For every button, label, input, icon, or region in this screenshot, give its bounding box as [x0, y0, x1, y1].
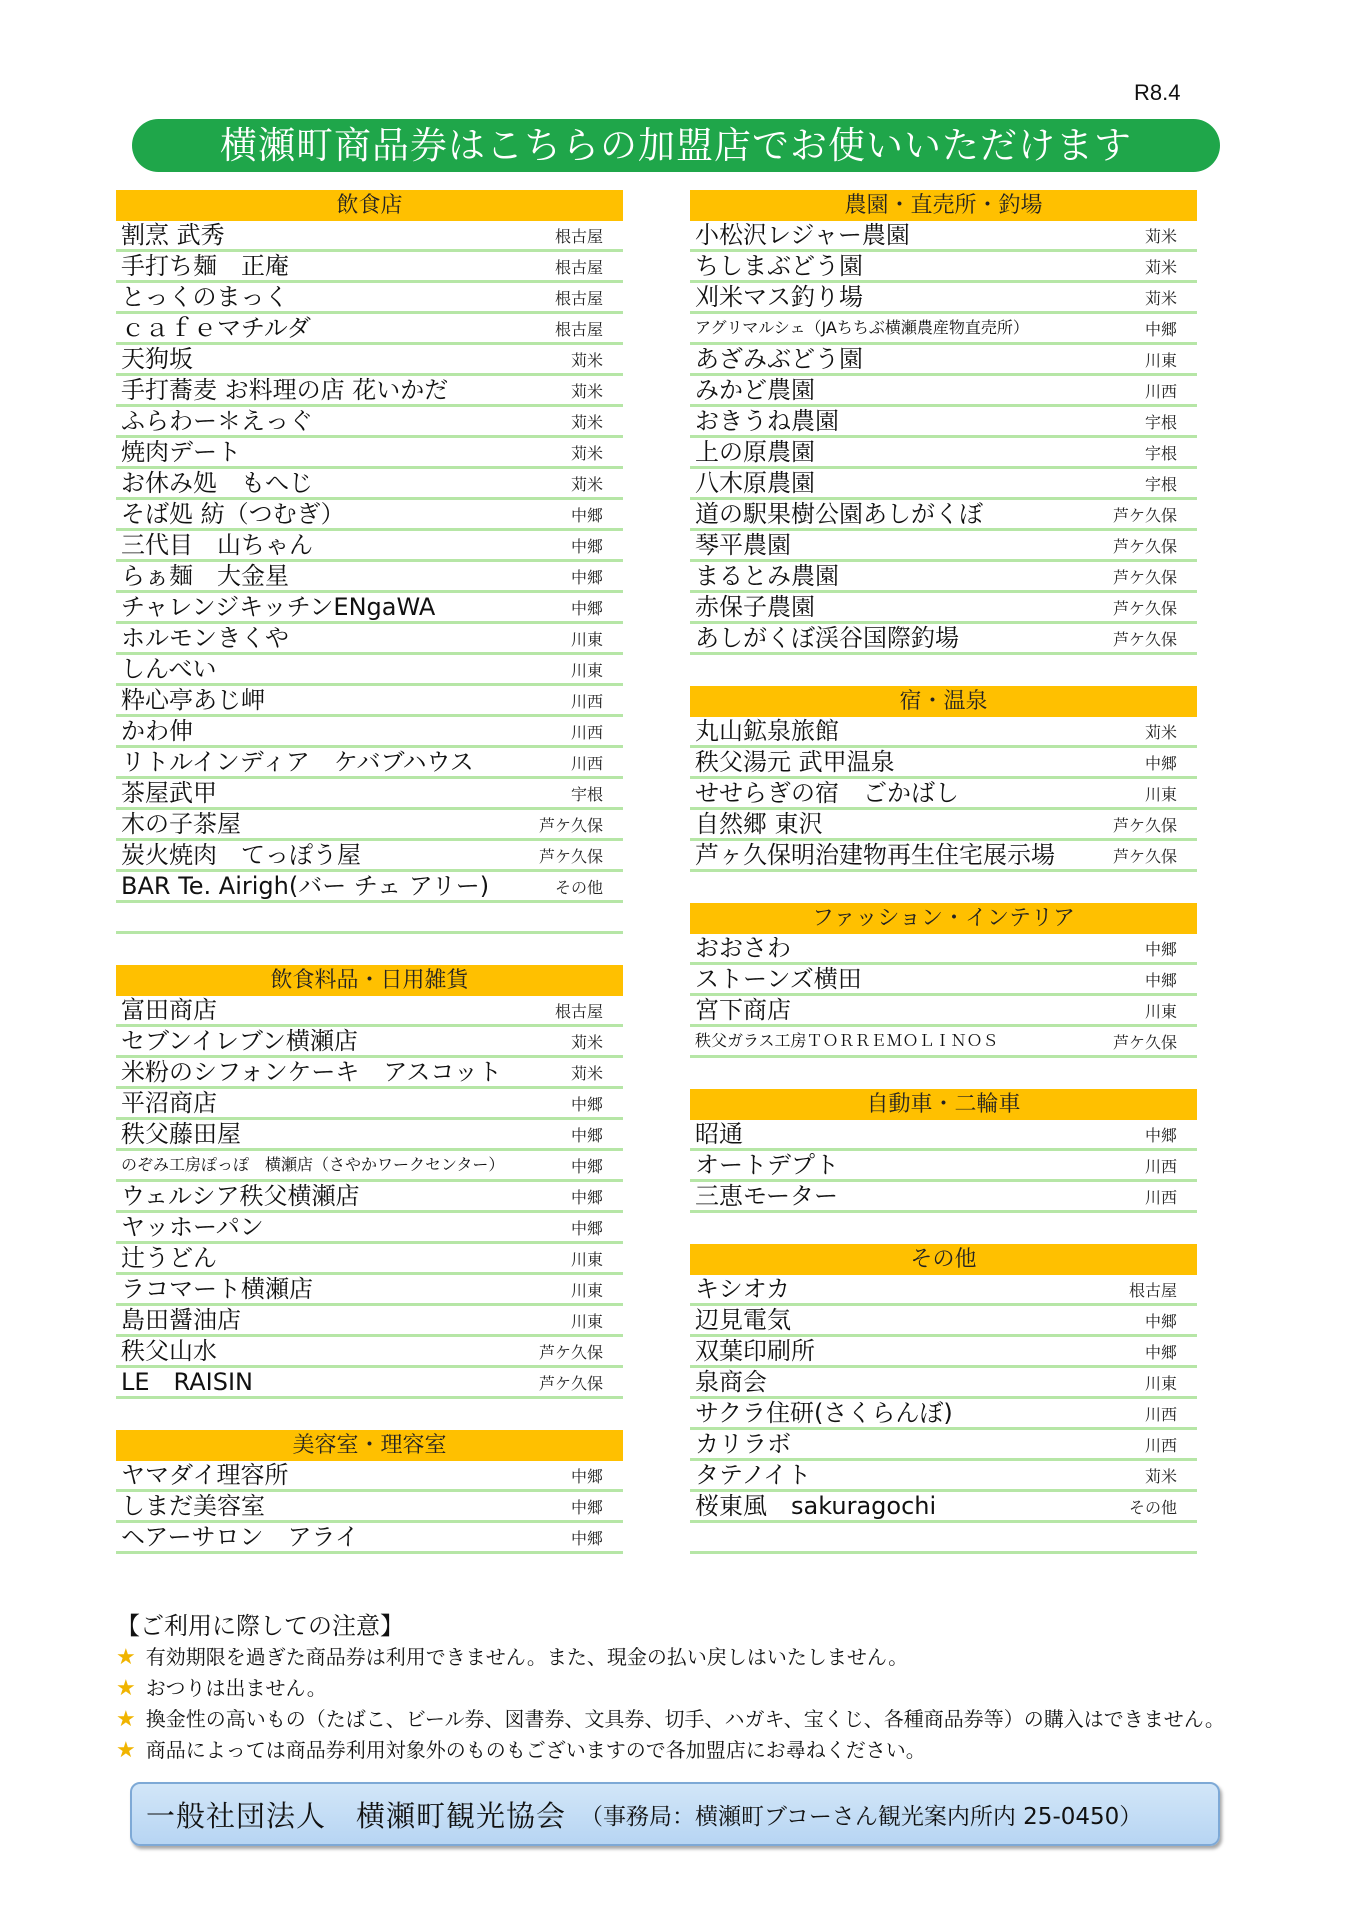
- shop-name: しまだ美容室: [121, 1492, 265, 1520]
- note-text: おつりは出ません。: [145, 1676, 327, 1700]
- shop-area: 中郷: [570, 599, 603, 618]
- section-gap: [690, 1213, 1197, 1244]
- shop-area: 川西: [570, 692, 603, 711]
- shop-row: [116, 562, 623, 593]
- shop-row: [690, 562, 1197, 593]
- shop-area: 芦ケ久保: [538, 847, 603, 866]
- shop-name: 島田醤油店: [121, 1306, 241, 1334]
- note-text: 商品によっては商品券利用対象外のものもございますので各加盟店にお尋ねください。: [145, 1738, 926, 1762]
- shop-name: 秩父藤田屋: [121, 1120, 241, 1148]
- shop-area: 芦ケ久保: [1112, 506, 1177, 525]
- shop-area: 川東: [570, 1312, 603, 1331]
- shop-area: 芦ケ久保: [1112, 847, 1177, 866]
- shop-row: [116, 1337, 623, 1368]
- shop-name: ラコマート横瀬店: [121, 1275, 313, 1303]
- shop-row: [116, 593, 623, 624]
- shop-row: [690, 283, 1197, 314]
- shop-name: 木の子茶屋: [121, 810, 241, 838]
- shop-name: 三恵モーター: [695, 1182, 839, 1210]
- shop-area: 苅米: [570, 413, 603, 432]
- shop-area: 根古屋: [1128, 1281, 1177, 1300]
- shop-name: ｃａｆｅマチルダ: [121, 314, 311, 342]
- shop-name: しんべい: [121, 655, 217, 683]
- shop-row: [690, 934, 1197, 965]
- shop-name: 秩父湯元 武甲温泉: [695, 748, 895, 776]
- shop-area: 川東: [570, 661, 603, 680]
- shop-section: [690, 1089, 1197, 1213]
- shop-area: 宇根: [1144, 475, 1177, 494]
- shop-row: [690, 252, 1197, 283]
- shop-row: [690, 221, 1197, 252]
- footer-office: （事務局：横瀬町ブコーさん観光案内所内 25-0450）: [580, 1803, 1143, 1830]
- shop-row: [690, 1523, 1197, 1554]
- shop-section: [690, 1244, 1197, 1554]
- shop-name: 焼肉デート: [121, 438, 241, 466]
- shop-area: 中郷: [1144, 940, 1177, 959]
- shop-area: 中郷: [1144, 754, 1177, 773]
- shop-area: 川西: [1144, 1188, 1177, 1207]
- shop-name: 辻うどん: [121, 1244, 217, 1272]
- shop-name: 琴平農園: [695, 531, 791, 559]
- section-header: 飲食料品・日用雑貨: [116, 965, 623, 996]
- shop-row: [690, 407, 1197, 438]
- shop-area: 川東: [1144, 1374, 1177, 1393]
- shop-name: 刈米マス釣り場: [695, 283, 863, 311]
- shop-row: [690, 965, 1197, 996]
- shop-row: [690, 1492, 1197, 1523]
- shop-area: 中郷: [570, 506, 603, 525]
- shop-name: 平沼商店: [121, 1089, 217, 1117]
- shop-row: [116, 1244, 623, 1275]
- shop-name: ストーンズ横田: [695, 965, 862, 993]
- shop-area: 根古屋: [554, 258, 603, 277]
- shop-row: [116, 1120, 623, 1151]
- note-item: [116, 1704, 1236, 1735]
- section-header: 宿・温泉: [690, 686, 1197, 717]
- shop-row: [116, 686, 623, 717]
- section-gap: [116, 934, 623, 965]
- shop-area: 川東: [1144, 785, 1177, 804]
- shop-name: ヘアーサロン アライ: [121, 1523, 359, 1551]
- shop-area: 芦ケ久保: [1112, 537, 1177, 556]
- shop-area: 宇根: [570, 785, 603, 804]
- shop-name: ふらわー＊えっぐ: [121, 407, 313, 435]
- shop-area: 中郷: [570, 1219, 603, 1238]
- shop-name: リトルインディア ケバブハウス: [121, 748, 474, 776]
- shop-name: せせらぎの宿 ごかばし: [695, 779, 959, 807]
- shop-name: 天狗坂: [121, 345, 193, 373]
- shop-name: 上の原農園: [695, 438, 815, 466]
- shop-name: まるとみ農園: [695, 562, 839, 590]
- shop-area: 中郷: [1144, 971, 1177, 990]
- shop-row: [690, 810, 1197, 841]
- note-text: 換金性の高いもの（たばこ、ビール券、図書券、文具券、切手、ハガキ、宝くじ、各種商品券等）の購入はできません。: [145, 1707, 1225, 1731]
- shop-name: あしがくぼ渓谷国際釣場: [695, 624, 959, 652]
- footer-org: 一般社団法人 横瀬町観光協会: [146, 1798, 567, 1833]
- shop-name: おおさわ: [695, 934, 791, 962]
- shop-area: 苅米: [570, 351, 603, 370]
- shop-row: [690, 1461, 1197, 1492]
- shop-row: [690, 1027, 1197, 1058]
- shop-name: タテノイト: [695, 1461, 812, 1489]
- shop-name: 秩父ガラス工房ＴＯＲＲＥＭＯＬＩＮＯＳ: [695, 1031, 999, 1050]
- shop-name: BAR Te. Airigh(バー チェ アリー): [121, 872, 490, 900]
- shop-section: [690, 686, 1197, 872]
- shop-area: その他: [554, 878, 603, 897]
- shop-section: [116, 965, 623, 1399]
- shop-area: 苅米: [1144, 1467, 1177, 1486]
- title-banner: 横瀬町商品券はこちらの加盟店でお使いいただけます: [132, 119, 1220, 172]
- shop-area: 中郷: [1144, 1343, 1177, 1362]
- shop-area: 川西: [1144, 1157, 1177, 1176]
- shop-name: とっくのまっく: [121, 283, 289, 311]
- shop-area: 苅米: [570, 1033, 603, 1052]
- shop-row: [116, 407, 623, 438]
- shop-row: [690, 779, 1197, 810]
- shop-area: 苅米: [1144, 723, 1177, 742]
- shop-row: [116, 1182, 623, 1213]
- shop-area: 苅米: [570, 475, 603, 494]
- shop-row: [116, 283, 623, 314]
- shop-area: 川東: [1144, 1002, 1177, 1021]
- shop-row: [690, 438, 1197, 469]
- note-item: [116, 1642, 1236, 1673]
- shop-name: みかど農園: [695, 376, 815, 404]
- shop-name: 泉商会: [695, 1368, 767, 1396]
- shop-area: 川東: [570, 1250, 603, 1269]
- shop-row: [116, 376, 623, 407]
- shop-area: 中郷: [570, 1126, 603, 1145]
- shop-row: [690, 1337, 1197, 1368]
- shop-area: 中郷: [570, 1157, 603, 1176]
- section-gap: [690, 872, 1197, 903]
- shop-row: [116, 1151, 623, 1182]
- shop-area: 中郷: [570, 1498, 603, 1517]
- shop-area: 中郷: [1144, 320, 1177, 339]
- shop-name: カリラボ: [695, 1430, 791, 1458]
- shop-name: らぁ麺 大金星: [121, 562, 289, 590]
- shop-area: 苅米: [570, 1064, 603, 1083]
- shop-row: [116, 1089, 623, 1120]
- shop-name: 米粉のシフォンケーキ アスコット: [121, 1058, 502, 1086]
- shop-name: 手打ち麺 正庵: [121, 252, 289, 280]
- section-header: ファッション・インテリア: [690, 903, 1197, 934]
- shop-name: ホルモンきくや: [121, 624, 289, 652]
- shop-name: 桜東風 sakuragochi: [695, 1492, 937, 1520]
- shop-name: 割烹 武秀: [121, 221, 225, 249]
- shop-row: [690, 1151, 1197, 1182]
- shop-row: [116, 624, 623, 655]
- shop-area: 芦ケ久保: [538, 816, 603, 835]
- shop-row: [116, 779, 623, 810]
- shop-name: 茶屋武甲: [121, 779, 217, 807]
- shop-area: 中郷: [570, 1529, 603, 1548]
- shop-name: お休み処 もへじ: [121, 469, 313, 497]
- shop-row: [116, 1461, 623, 1492]
- shop-name: サクラ住研(さくらんぼ): [695, 1399, 953, 1427]
- shop-area: 中郷: [570, 1467, 603, 1486]
- shop-row: [116, 531, 623, 562]
- left-column: [116, 190, 623, 1554]
- shop-name: ウェルシア秩父横瀬店: [121, 1182, 360, 1210]
- shop-name: ちしまぶどう園: [695, 252, 863, 280]
- footer-box: [130, 1782, 1220, 1846]
- shop-row: [116, 748, 623, 779]
- shop-name: 宮下商店: [695, 996, 791, 1024]
- shop-section: [690, 903, 1197, 1058]
- shop-row: [690, 1120, 1197, 1151]
- shop-area: 川西: [1144, 382, 1177, 401]
- shop-row: [116, 903, 623, 934]
- shop-name: 辺見電気: [695, 1306, 791, 1334]
- shop-area: 苅米: [1144, 227, 1177, 246]
- shop-row: [116, 1368, 623, 1399]
- shop-row: [690, 593, 1197, 624]
- note-item: [116, 1735, 1236, 1766]
- shop-row: [690, 1182, 1197, 1213]
- shop-row: [116, 345, 623, 376]
- shop-row: [116, 314, 623, 345]
- shop-area: 中郷: [570, 568, 603, 587]
- shop-name: 富田商店: [121, 996, 217, 1024]
- shop-row: [116, 1027, 623, 1058]
- shop-name: 手打蕎麦 お料理の店 花いかだ: [121, 376, 449, 404]
- shop-name: そば処 紡（つむぎ）: [121, 500, 345, 528]
- notes-title: 【ご利用に際しての注意】: [116, 1612, 404, 1640]
- shop-row: [116, 1492, 623, 1523]
- shop-row: [116, 655, 623, 686]
- shop-name: 炭火焼肉 てっぽう屋: [121, 841, 361, 869]
- shop-row: [690, 748, 1197, 779]
- section-header: 飲食店: [116, 190, 623, 221]
- shop-row: [116, 1213, 623, 1244]
- shop-row: [116, 1058, 623, 1089]
- shop-area: その他: [1128, 1498, 1177, 1517]
- shop-row: [116, 469, 623, 500]
- shop-area: 苅米: [570, 382, 603, 401]
- shop-name: 道の駅果樹公園あしがくぼ: [695, 500, 983, 528]
- shop-name: 秩父山水: [121, 1337, 217, 1365]
- shop-row: [690, 1368, 1197, 1399]
- star-icon: ★: [116, 1738, 136, 1763]
- shop-row: [690, 376, 1197, 407]
- shop-row: [116, 500, 623, 531]
- shop-area: 芦ケ久保: [538, 1343, 603, 1362]
- shop-name: 丸山鉱泉旅館: [695, 717, 839, 745]
- star-icon: ★: [116, 1676, 136, 1701]
- shop-section: [116, 1430, 623, 1554]
- shop-area: 中郷: [570, 1188, 603, 1207]
- shop-area: 宇根: [1144, 413, 1177, 432]
- shop-name: かわ伸: [121, 717, 193, 745]
- version-label: R8.4: [1134, 80, 1181, 105]
- section-header: 美容室・理容室: [116, 1430, 623, 1461]
- shop-name: オートデプト: [695, 1151, 839, 1179]
- shop-row: [690, 1399, 1197, 1430]
- shop-name: 昭通: [695, 1120, 743, 1148]
- shop-area: 川西: [570, 723, 603, 742]
- shop-name: 自然郷 東沢: [695, 810, 823, 838]
- shop-name: 赤保子農園: [695, 593, 815, 621]
- shop-name: 八木原農園: [695, 469, 815, 497]
- shop-name: 粋心亭あじ岬: [121, 686, 265, 714]
- shop-area: 芦ケ久保: [538, 1374, 603, 1393]
- shop-area: 川東: [1144, 351, 1177, 370]
- shop-area: 根古屋: [554, 320, 603, 339]
- shop-row: [116, 252, 623, 283]
- shop-name: キシオカ: [695, 1275, 791, 1303]
- note-item: [116, 1673, 1236, 1704]
- shop-name: 三代目 山ちゃん: [121, 531, 313, 559]
- shop-name: おきうね農園: [695, 407, 839, 435]
- shop-row: [690, 1275, 1197, 1306]
- shop-section: [690, 190, 1197, 655]
- shop-area: 宇根: [1144, 444, 1177, 463]
- shop-area: 芦ケ久保: [1112, 630, 1177, 649]
- shop-name: あざみぶどう園: [695, 345, 863, 373]
- shop-row: [116, 1306, 623, 1337]
- shop-row: [116, 221, 623, 252]
- shop-section: [116, 190, 623, 934]
- shop-row: [116, 872, 623, 903]
- shop-row: [690, 1306, 1197, 1337]
- right-column: [690, 190, 1197, 1554]
- shop-row: [690, 500, 1197, 531]
- shop-area: 根古屋: [554, 1002, 603, 1021]
- section-header: 自動車・二輪車: [690, 1089, 1197, 1120]
- shop-row: [116, 717, 623, 748]
- section-gap: [116, 1399, 623, 1430]
- section-gap: [690, 655, 1197, 686]
- shop-row: [116, 810, 623, 841]
- shop-row: [116, 1275, 623, 1306]
- shop-row: [690, 841, 1197, 872]
- shop-area: 川西: [570, 754, 603, 773]
- section-header: その他: [690, 1244, 1197, 1275]
- shop-area: 苅米: [570, 444, 603, 463]
- shop-area: 中郷: [570, 1095, 603, 1114]
- shop-area: 根古屋: [554, 289, 603, 308]
- shop-row: [690, 531, 1197, 562]
- usage-notes: [116, 1610, 1236, 1766]
- shop-area: 芦ケ久保: [1112, 816, 1177, 835]
- section-gap: [690, 1058, 1197, 1089]
- shop-name: 双葉印刷所: [695, 1337, 815, 1365]
- shop-name: 芦ヶ久保明治建物再生住宅展示場: [695, 841, 1055, 869]
- section-header: 農園・直売所・釣場: [690, 190, 1197, 221]
- shop-area: 川東: [570, 630, 603, 649]
- shop-area: 芦ケ久保: [1112, 599, 1177, 618]
- shop-row: [690, 996, 1197, 1027]
- shop-row: [116, 996, 623, 1027]
- shop-name: セブンイレブン横瀬店: [121, 1027, 358, 1055]
- shop-area: 根古屋: [554, 227, 603, 246]
- shop-name: ヤマダイ理容所: [121, 1461, 289, 1489]
- shop-row: [690, 717, 1197, 748]
- shop-area: 苅米: [1144, 289, 1177, 308]
- shop-row: [116, 438, 623, 469]
- shop-name: チャレンジキッチンENgaWA: [121, 593, 436, 621]
- shop-area: 芦ケ久保: [1112, 1033, 1177, 1052]
- shop-area: 芦ケ久保: [1112, 568, 1177, 587]
- shop-row: [690, 345, 1197, 376]
- note-text: 有効期限を過ぎた商品券は利用できません。また、現金の払い戻しはいたしません。: [145, 1645, 909, 1669]
- shop-row: [116, 1523, 623, 1554]
- shop-name: アグリマルシェ（JAちちぶ横瀬農産物直売所）: [695, 318, 1029, 337]
- shop-name: 小松沢レジャー農園: [695, 221, 910, 249]
- shop-row: [690, 469, 1197, 500]
- star-icon: ★: [116, 1707, 136, 1732]
- shop-name: ヤッホーパン: [121, 1213, 264, 1241]
- shop-area: 中郷: [1144, 1312, 1177, 1331]
- shop-row: [690, 624, 1197, 655]
- shop-area: 川西: [1144, 1405, 1177, 1424]
- shop-area: 川西: [1144, 1436, 1177, 1455]
- shop-area: 中郷: [570, 537, 603, 556]
- shop-row: [116, 841, 623, 872]
- star-icon: ★: [116, 1645, 136, 1670]
- shop-name: LE RAISIN: [121, 1368, 253, 1396]
- shop-name: のぞみ工房ぽっぽ 横瀬店（さやかワークセンター）: [121, 1155, 505, 1174]
- shop-row: [690, 1430, 1197, 1461]
- shop-area: 苅米: [1144, 258, 1177, 277]
- shop-row: [690, 314, 1197, 345]
- shop-area: 中郷: [1144, 1126, 1177, 1145]
- shop-area: 川東: [570, 1281, 603, 1300]
